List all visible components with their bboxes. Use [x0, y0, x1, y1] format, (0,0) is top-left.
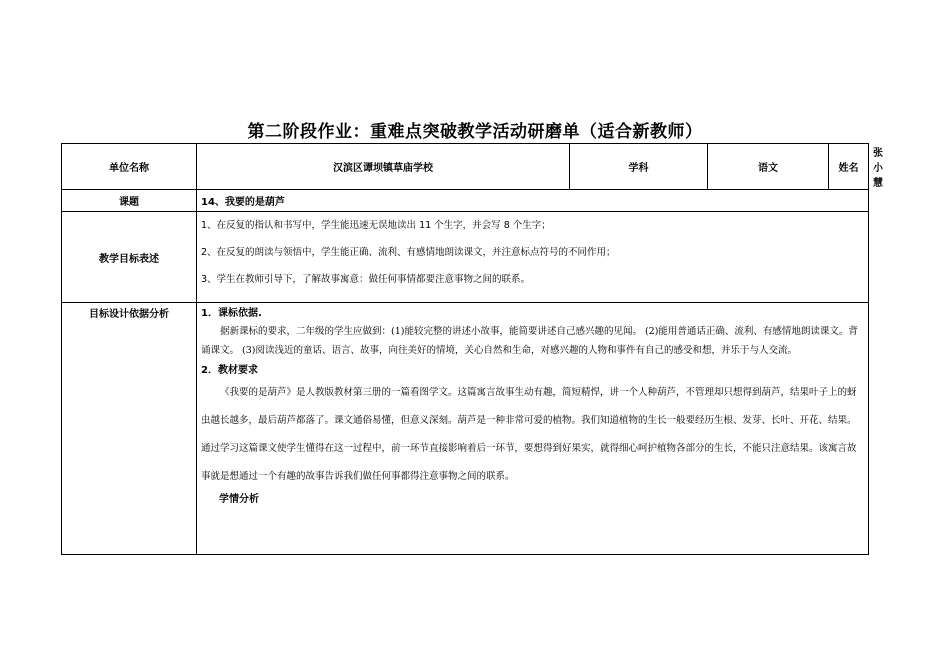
unit-label: 单位名称 [62, 144, 197, 190]
section-curriculum-text: 据新课标的要求，二年级的学生应做到：(1)能较完整的讲述小故事，能简要讲述自己感兴趣的见闻。 (2)能用普通话正确、流利、有感情地朗读课文。背诵课文。 (3)阅读浅近的童话、语言、故事，向往美好的情境，关心自然和生命，对感兴趣的人物和事件有自己的感受和想，并乐于与人交流。 [201, 326, 858, 356]
analysis-row [62, 303, 869, 555]
section-textbook-title: 2．教材要求 [201, 365, 258, 376]
section-curriculum-title: 1．课标依据. [201, 308, 262, 319]
name-label: 姓名 [829, 144, 869, 190]
section-textbook-text: 《我要的是葫芦》是人教版教材第三册的一篇看图学文。这篇寓言故事生动有趣，简短精悍，讲一个人种葫芦，不管理却只想得到葫芦，结果叶子上的蚜虫越长越多，最后葫芦都落了。课文通俗易懂，但意义深刻。葫芦是一种非常可爱的植物。我们知道植物的生长一般要经历生根、发芽、长叶、开花、结果。通过学习这篇课文使学生懂得在这一过程中，前一环节直接影响着后一环节，要想得到好果实，就得细心呵护植物各部分的生长，不能只注意结果。该寓言故事就是想通过一个有趣的故事告诉我们做任何事都得注意事物之间的联系。 [201, 387, 857, 482]
subject-value: 语文 [708, 144, 829, 190]
goal-item: 3、学生在教师引导下，了解故事寓意：做任何事情都要注意事物之间的联系。 [201, 274, 531, 285]
goal-item: 1、在反复的指认和书写中，学生能迅速无误地读出 11 个生字，并会写 8 个生字； [201, 220, 551, 231]
page-title: 第二阶段作业：重难点突破教学活动研磨单（适合新教师） [247, 122, 703, 142]
form-table [61, 143, 883, 555]
topic-value: 14、我要的是葫芦 [197, 190, 869, 212]
goal-item: 2、在反复的朗读与领悟中，学生能正确、流利、有感情地朗读课文，并注意标点符号的不同作用； [201, 247, 616, 258]
subject-label: 学科 [570, 144, 708, 190]
topic-label: 课题 [62, 190, 197, 212]
section-learner-title: 学情分析 [219, 494, 259, 505]
unit-value: 汉滨区谭坝镇草庙学校 [197, 144, 570, 190]
analysis-label: 目标设计依据分析 [62, 303, 197, 555]
goals-content [197, 212, 869, 303]
analysis-content [197, 303, 869, 555]
header-row: 单位名称 汉滨区谭坝镇草庙学校 学科 语文 姓名 张小慧 [62, 144, 869, 190]
topic-row [62, 190, 869, 212]
goals-row [62, 212, 869, 303]
goals-label: 教学目标表述 [62, 212, 197, 303]
